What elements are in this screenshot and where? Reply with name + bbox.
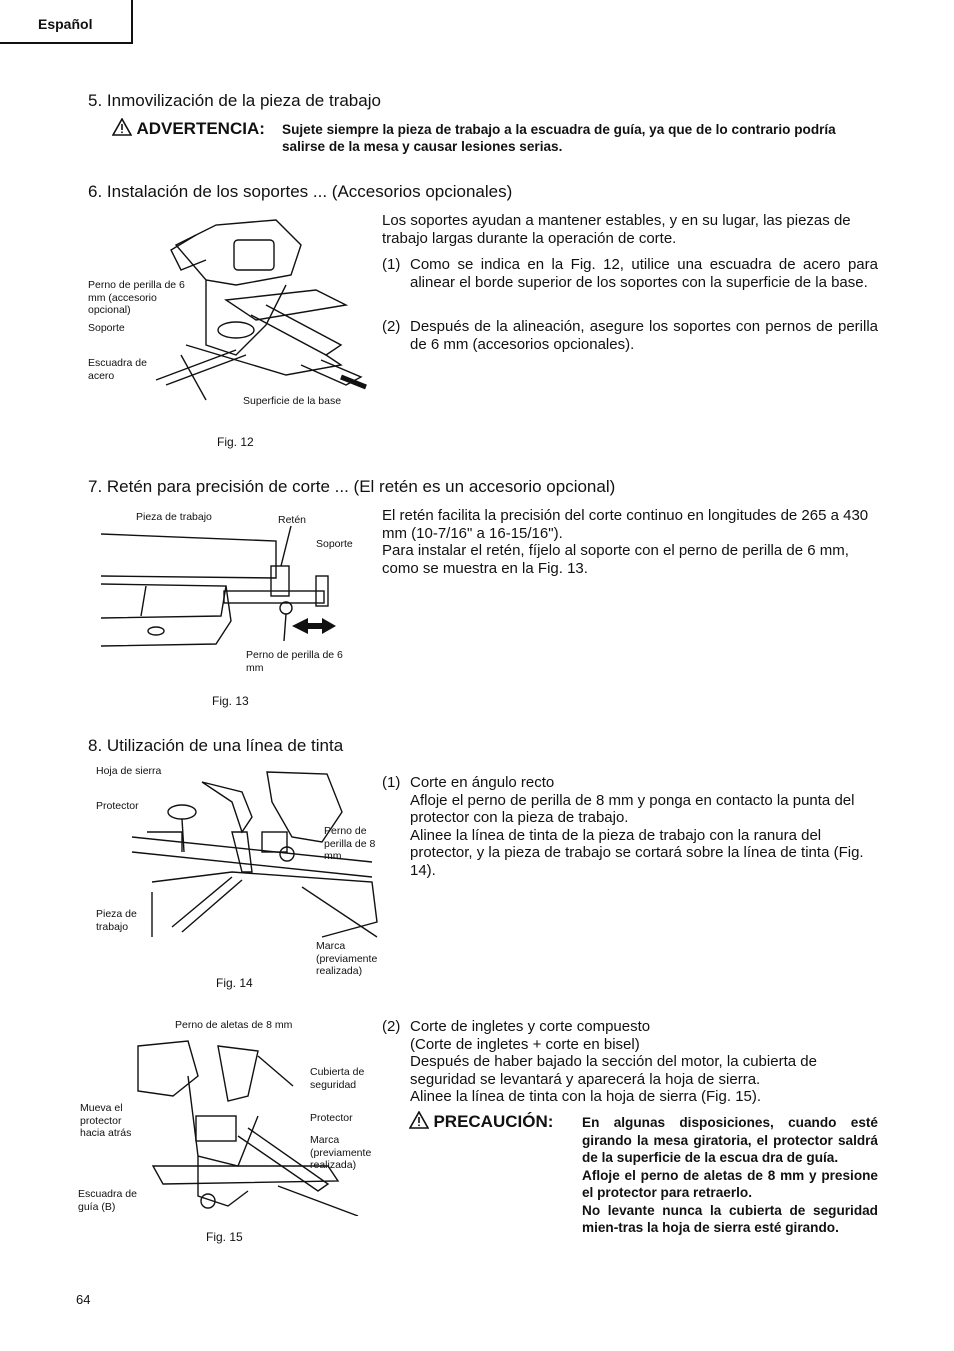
figure-15 — [78, 1016, 388, 1256]
fig13-label-reten: Retén — [278, 514, 307, 526]
caution-paragraph-2: Afloje el perno de aletas de 8 mm y presione el protector para retraerlo. — [582, 1167, 878, 1200]
caution-paragraph-3: No levante nunca la cubierta de seguridad mien-tras la hoja de sierra esté girando. — [582, 1202, 878, 1235]
step-title: Corte en ángulo recto — [410, 774, 555, 791]
fig15-label-marca: Marca (previamente realizada) — [310, 1134, 372, 1171]
fig15-label-mueva: Mueva el protector hacia atrás — [80, 1102, 132, 1139]
fig13-label-perno: Perno de perilla de 6 mm — [246, 649, 343, 674]
warning-triangle-icon — [409, 1111, 429, 1134]
warning-label: ADVERTENCIA: — [136, 119, 265, 138]
figure-12 — [86, 205, 376, 455]
warning-triangle-icon — [112, 118, 132, 141]
step-paragraph-1: Afloje el perno de perilla de 8 mm y ponga en contacto la punta del protector con la pieza de trabajo. — [410, 791, 855, 827]
step-number: (1) — [382, 774, 401, 791]
caution-text — [582, 1114, 878, 1237]
fig13-caption: Fig. 13 — [212, 694, 249, 708]
section-6-step-1 — [382, 256, 878, 291]
section-6-step-2 — [382, 318, 878, 353]
fig12-label-perno: Perno de perilla de 6 mm (accesorio opcional) — [88, 279, 185, 316]
step-paragraph-2: Alinee la línea de tinta con la hoja de sierra (Fig. 15). — [410, 1088, 762, 1106]
step-number: (2) — [382, 1018, 401, 1035]
fig12-caption: Fig. 12 — [217, 435, 254, 449]
fig15-label-cubierta: Cubierta de seguridad — [310, 1066, 365, 1091]
fig12-label-superficie: Superficie de la base — [243, 395, 342, 407]
step-paragraph-2: Alinee la línea de tinta de la pieza de trabajo con la ranura del protector, y la pieza de trabajo se cortará sobre la línea de tinta (Fig. 14). — [410, 826, 864, 879]
fig14-label-perno: Perno de perilla de 8 mm — [324, 825, 376, 862]
figure-13 — [96, 506, 366, 716]
fig13-drawing — [96, 506, 366, 656]
warning-block — [112, 118, 265, 141]
step-number: (1) — [382, 256, 401, 273]
section-5-heading: 5. Inmovilización de la pieza de trabajo — [88, 91, 381, 110]
fig15-caption: Fig. 15 — [206, 1230, 243, 1244]
section-8-step-2 — [382, 1018, 878, 1106]
fig14-label-protector: Protector — [96, 800, 139, 812]
section-8-heading: 8. Utilización de una línea de tinta — [88, 736, 344, 755]
caution-block — [409, 1111, 553, 1134]
section-7-heading: 7. Retén para precisión de corte ... (El retén es un accesorio opcional) — [88, 477, 616, 496]
fig13-label-soporte: Soporte — [316, 538, 353, 550]
fig12-label-escuadra: Escuadra de acero — [88, 357, 147, 382]
step-subtitle: (Corte de ingletes + corte en bisel) — [410, 1035, 640, 1053]
section-7-para-1: El retén facilita la precisión del corte continuo en longitudes de 265 a 430 mm (10-7/16" a 16-15/16"). — [382, 507, 869, 542]
step-text: Como se indica en la Fig. 12, utilice una escuadra de acero para alinear el borde superior de los soportes con la superficie de la base. — [410, 256, 878, 291]
fig14-label-hoja: Hoja de sierra — [96, 765, 162, 777]
fig14-label-marca: Marca (previamente realizada) — [316, 940, 378, 977]
fig14-label-pieza: Pieza de trabajo — [96, 908, 137, 933]
language-tab: Español — [0, 0, 133, 44]
section-6-heading: 6. Instalación de los soportes ... (Accesorios opcionales) — [88, 182, 513, 201]
step-number: (2) — [382, 318, 401, 335]
step-paragraph-1: Después de haber bajado la sección del motor, la cubierta de seguridad se levantará y aparecerá la hoja de sierra. — [410, 1053, 817, 1088]
fig15-label-protector: Protector — [310, 1112, 353, 1124]
caution-paragraph-1: En algunas disposiciones, cuando esté girando la mesa giratoria, el protector saldrá de la superficie de la escua dra de guía. — [582, 1115, 878, 1165]
step-title: Corte de ingletes y corte compuesto — [410, 1018, 651, 1035]
section-7-para-2: Para instalar el retén, fíjelo al soporte con el perno de perilla de 6 mm, como se muestra en la Fig. 13. — [382, 542, 849, 577]
section-6-intro: Los soportes ayudan a mantener estables, y en su lugar, las piezas de trabajo largas durante la operación de corte. — [382, 212, 851, 247]
warning-text: Sujete siempre la pieza de trabajo a la escuadra de guía, ya que de lo contrario podría salirse de la mesa y causar lesiones serias. — [282, 122, 836, 154]
caution-label: PRECAUCIÓN: — [433, 1112, 554, 1131]
step-text: Después de la alineación, asegure los soportes con pernos de perilla de 6 mm (accesorios opcionales). — [410, 318, 878, 353]
fig13-label-pieza: Pieza de trabajo — [136, 511, 212, 523]
section-8-step-1 — [382, 774, 878, 880]
fig14-caption: Fig. 14 — [216, 976, 253, 990]
fig15-label-escuadra: Escuadra de guía (B) — [78, 1188, 137, 1213]
page-number: 64 — [76, 1292, 91, 1307]
fig15-label-perno: Perno de aletas de 8 mm — [175, 1019, 293, 1031]
fig12-label-soporte: Soporte — [88, 322, 125, 334]
figure-14 — [92, 762, 392, 992]
